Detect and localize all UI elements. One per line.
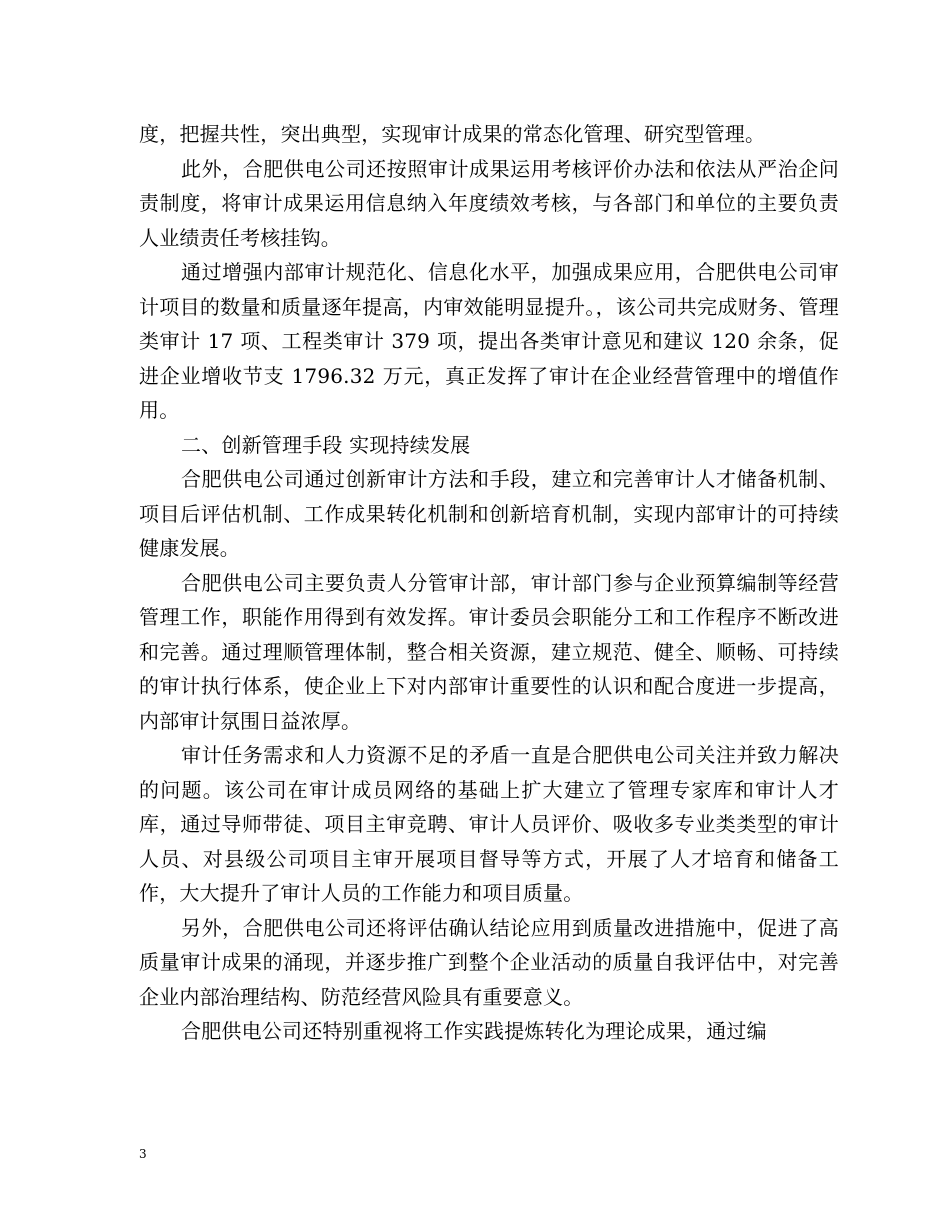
paragraph-8: 另外，合肥供电公司还将评估确认结论应用到质量改进措施中，促进了高质量审计成果的涌现，并逐步推广到整个企业活动的质量自我评估中，对完善企业内部治理结构、防范经营风险具有重要意义。 (139, 915, 839, 1009)
paragraph-1: 度，把握共性，突出典型，实现审计成果的常态化管理、研究型管理。 (139, 122, 766, 146)
paragraph-7: 审计任务需求和人力资源不足的矛盾一直是合肥供电公司关注并致力解决的问题。该公司在审计成员网络的基础上扩大建立了管理专家库和审计人才库，通过导师带徒、项目主审竞聘、审计人员评价、吸收多专业类类型的审计人员、对县级公司项目主审开展项目督导等方式，开展了人才培育和储备工作，大大提升了审计人员的工作能力和项目质量。 (139, 743, 839, 905)
paragraph-6: 合肥供电公司主要负责人分管审计部，审计部门参与企业预算编制等经营管理工作，职能作用得到有效发挥。审计委员会职能分工和工作程序不断改进和完善。通过理顺管理体制，整合相关资源，建立规范、健全、顺畅、可持续的审计执行体系，使企业上下对内部审计重要性的认识和配合度进一步提高，内部审计氛围日益浓厚。 (139, 570, 839, 733)
document-body (139, 117, 839, 1049)
paragraph-3: 通过增强内部审计规范化、信息化水平，加强成果应用，合肥供电公司审计项目的数量和质量逐年提高，内审效能明显提升。，该公司共完成财务、管理类审计 17 项、工程类审计 379 项，提出各类审计意见和建议 120 余条，促进企业增收节支 1796.32 万元，真正发挥了审计在企业经营管理中的增值作用。 (139, 260, 839, 422)
paragraph-9: 合肥供电公司还特别重视将工作实践提炼转化为理论成果，通过编 (181, 1019, 767, 1043)
paragraph-5: 合肥供电公司通过创新审计方法和手段，建立和完善审计人才储备机制、项目后评估机制、工作成果转化机制和创新培育机制，实现内部审计的可持续健康发展。 (139, 467, 839, 560)
paragraph-2: 此外，合肥供电公司还按照审计成果运用考核评价办法和依法从严治企问责制度，将审计成果运用信息纳入年度绩效考核，与各部门和单位的主要负责人业绩责任考核挂钩。 (139, 156, 839, 250)
page-number: 3 (139, 1147, 147, 1161)
section-heading: 二、创新管理手段 实现持续发展 (181, 432, 471, 457)
